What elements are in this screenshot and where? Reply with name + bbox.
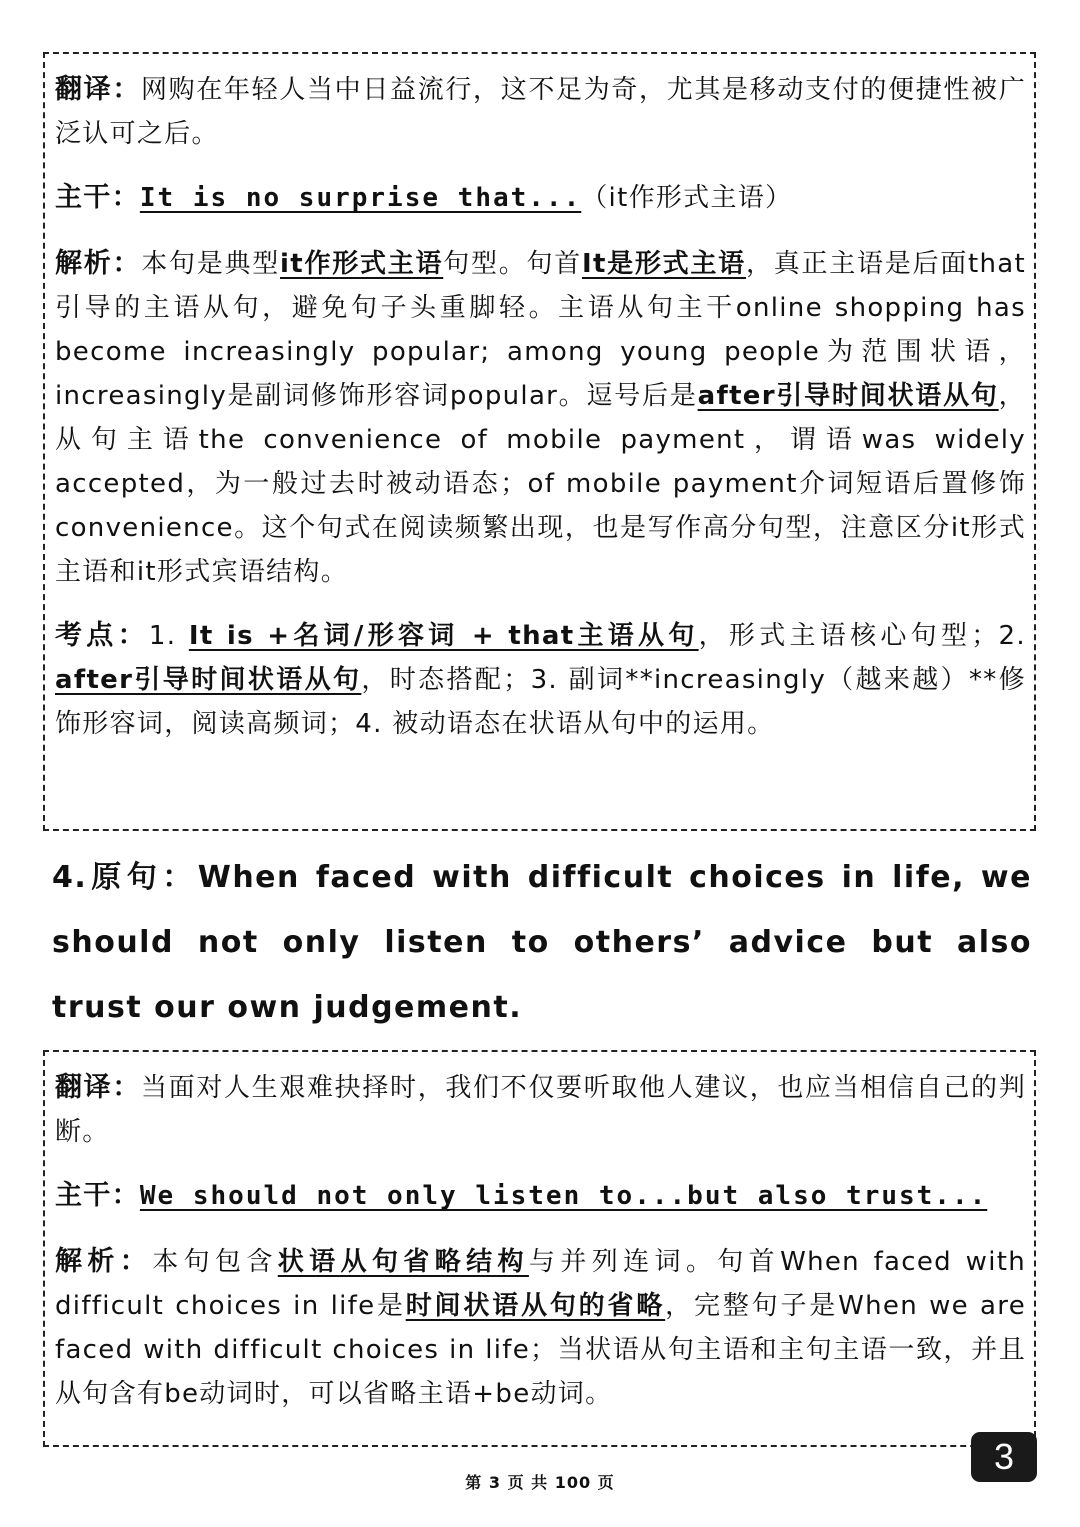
analysis-label: 解析：	[55, 248, 142, 279]
analysis-text: ，完整句子是When we are faced with difficult choices in life；当状语从句主语和主句主语一致，并且从句含有be动词时，可以省略主语+be动词。	[55, 1291, 1026, 1409]
analysis-text: 本句是典型	[141, 249, 281, 279]
analysis-paragraph	[55, 1240, 1026, 1416]
analysis-text: 与并列连词。句首When faced with difficult choices in life是	[55, 1247, 1026, 1321]
trunk-paragraph	[55, 176, 1026, 220]
points-paragraph	[55, 614, 1026, 746]
analysis-text: ，从句主语the convenience of mobile payment，谓语was widely accepted，为一般过去时被动语态；of mobile payment介词短语后置修饰convenience。这个句式在阅读频繁出现，也是写作高分句型，注意区分it形式主语和it形式宾语结构。	[55, 381, 1026, 587]
analysis-box-4	[43, 1050, 1036, 1447]
analysis-paragraph	[55, 242, 1026, 594]
trunk-note: （it作形式主语）	[581, 183, 793, 213]
analysis-highlight: 时间状语从句的省略	[405, 1291, 666, 1321]
trunk-paragraph	[55, 1174, 1026, 1218]
original-sentence-heading	[52, 845, 1032, 1040]
points-text: ，时态搭配；3. 副词**increasingly（越来越）**修饰形容词，阅读高频词；4. 被动语态在状语从句中的运用。	[55, 665, 1026, 739]
analysis-highlight: 状语从句省略结构	[277, 1247, 529, 1277]
sentence-text: When faced with difficult choices in life, we should not only listen to others’ advice but also trust our own judgement.	[52, 860, 1032, 1025]
translation-text: 网购在年轻人当中日益流行，这不足为奇，尤其是移动支付的便捷性被广泛认可之后。	[55, 75, 1026, 149]
trunk-label: 主干：	[55, 1180, 140, 1211]
points-text: 1.	[148, 621, 189, 651]
translation-label: 翻译：	[55, 1072, 142, 1103]
translation-label: 翻译：	[55, 74, 142, 105]
page-number-badge: 3	[971, 1432, 1037, 1482]
analysis-highlight: after引导时间状语从句	[697, 381, 999, 411]
points-text: ，形式主语核心句型；2.	[698, 621, 1026, 651]
trunk-sentence: We should not only listen to...but also trust...	[139, 1181, 988, 1211]
analysis-highlight: It是形式主语	[582, 249, 746, 279]
trunk-label: 主干：	[55, 182, 140, 213]
analysis-text: 句型。句首	[443, 249, 582, 279]
points-highlight: after引导时间状语从句	[55, 665, 362, 695]
sentence-label: 4.原句：	[52, 860, 198, 895]
analysis-text: 本句包含	[152, 1247, 278, 1277]
page-footer: 第 3 页 共 100 页	[465, 1473, 615, 1492]
analysis-text: ，真正主语是后面that引导的主语从句，避免句子头重脚轻。主语从句主干online shopping has become increasingly popular; among young people为范围状语，increasingly是副词修饰形容词popular。逗号后是	[55, 249, 1026, 411]
translation-text: 当面对人生艰难抉择时，我们不仅要听取他人建议，也应当相信自己的判断。	[55, 1073, 1026, 1147]
points-highlight: It is +名词/形容词 + that主语从句	[188, 621, 699, 651]
analysis-box-3	[43, 52, 1036, 831]
points-label: 考点：	[55, 620, 149, 651]
trunk-sentence: It is no surprise that...	[139, 183, 582, 213]
translation-paragraph	[55, 68, 1026, 156]
translation-paragraph	[55, 1066, 1026, 1154]
analysis-highlight: it作形式主语	[280, 249, 444, 279]
analysis-label: 解析：	[55, 1246, 153, 1277]
